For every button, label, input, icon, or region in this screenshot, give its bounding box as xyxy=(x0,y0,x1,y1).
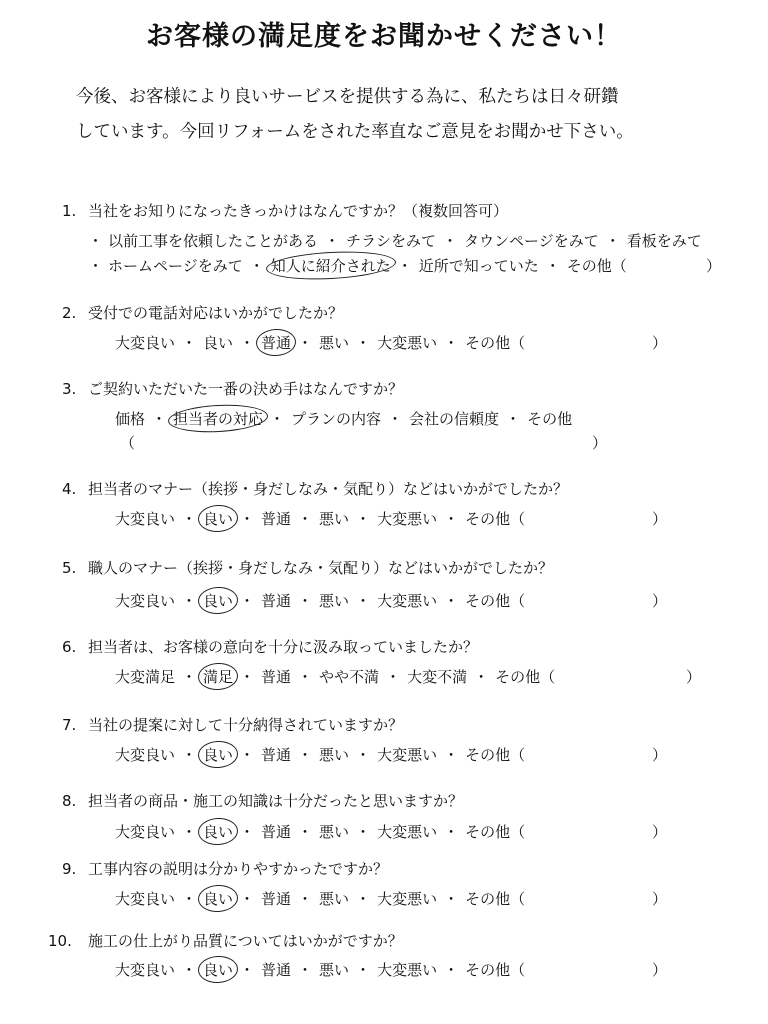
question-label: 当社をお知りになったきっかけはなんですか？（複数回答可） xyxy=(88,202,509,220)
question-text xyxy=(62,478,568,499)
answer-option-selected[interactable]: 良い xyxy=(203,890,234,908)
question-label: 担当者は、お客様の意向を十分に汲み取っていましたか？ xyxy=(88,638,479,656)
answer-option-selected[interactable]: 知人に紹介された xyxy=(270,257,391,275)
separator-dot: ・ xyxy=(355,961,371,979)
answer-option[interactable]: その他（ xyxy=(465,823,526,841)
separator-dot: ・ xyxy=(297,961,313,979)
answer-option[interactable]: その他（ xyxy=(465,890,526,908)
other-close-paren: ） xyxy=(652,823,668,841)
answer-option[interactable]: その他（ xyxy=(566,257,627,275)
separator-dot: ・ xyxy=(181,668,197,686)
answer-option[interactable]: その他（ xyxy=(495,668,556,686)
answer-option[interactable]: ホームページをみて xyxy=(108,257,243,275)
separator-dot: ・ xyxy=(443,961,459,979)
question-text xyxy=(62,302,343,323)
question-number: 2. xyxy=(62,304,77,322)
other-close-paren: ） xyxy=(652,510,668,528)
answer-option[interactable]: 大変悪い xyxy=(377,746,438,764)
answer-options xyxy=(115,821,525,842)
answer-option[interactable]: その他（ xyxy=(465,592,526,610)
separator-dot: ・ xyxy=(297,334,313,352)
answer-option-selected[interactable]: 満足 xyxy=(203,668,234,686)
answer-option[interactable]: やや不満 xyxy=(319,668,380,686)
answer-option-selected[interactable]: 良い xyxy=(203,510,234,528)
intro-line-1: 今後、お客様により良いサービスを提供する為に、私たちは日々研鑽 xyxy=(76,87,619,107)
answer-option[interactable]: 大変良い xyxy=(115,334,176,352)
answer-option[interactable]: その他（ xyxy=(465,334,526,352)
answer-option[interactable]: 普通 xyxy=(261,592,292,610)
page-title: お客様の満足度をお聞かせください！ xyxy=(146,21,622,52)
answer-options xyxy=(88,230,702,251)
answer-option[interactable]: 悪い xyxy=(319,961,350,979)
answer-option[interactable]: 普通 xyxy=(261,510,292,528)
answer-option[interactable]: その他 xyxy=(527,410,573,428)
answer-option[interactable]: 大変良い xyxy=(115,890,176,908)
separator-dot: ・ xyxy=(545,257,561,275)
answer-options xyxy=(115,666,555,687)
other-close-paren: ） xyxy=(652,334,668,352)
question-number: 9. xyxy=(62,860,77,878)
separator-dot: ・ xyxy=(151,410,167,428)
separator-dot: ・ xyxy=(443,510,459,528)
question-text xyxy=(62,557,553,578)
separator-dot: ・ xyxy=(385,668,401,686)
answer-option-selected[interactable]: 良い xyxy=(203,823,234,841)
separator-dot: ・ xyxy=(355,746,371,764)
answer-option[interactable]: 大変良い xyxy=(115,823,176,841)
answer-options xyxy=(115,332,525,353)
separator-dot: ・ xyxy=(88,232,104,250)
answer-option[interactable]: 悪い xyxy=(319,592,350,610)
separator-dot: ・ xyxy=(239,961,255,979)
question-text xyxy=(62,714,403,735)
separator-dot: ・ xyxy=(239,592,255,610)
separator-dot: ・ xyxy=(249,257,265,275)
separator-dot: ・ xyxy=(505,410,521,428)
separator-dot: ・ xyxy=(355,592,371,610)
answer-option[interactable]: 大変悪い xyxy=(377,592,438,610)
separator-dot: ・ xyxy=(239,746,255,764)
answer-option-selected[interactable]: 担当者の対応 xyxy=(173,410,264,428)
answer-options xyxy=(115,590,525,611)
separator-dot: ・ xyxy=(297,668,313,686)
answer-option-selected[interactable]: 良い xyxy=(203,746,234,764)
answer-option[interactable]: チラシをみて xyxy=(346,232,437,250)
answer-option[interactable]: 大変悪い xyxy=(377,510,438,528)
question-number: 5. xyxy=(62,559,77,577)
separator-dot: ・ xyxy=(181,746,197,764)
answer-option[interactable]: 看板をみて xyxy=(626,232,702,250)
other-close-paren: ） xyxy=(652,961,668,979)
separator-dot: ・ xyxy=(239,890,255,908)
question-number: 8. xyxy=(62,792,77,810)
separator-dot: ・ xyxy=(355,823,371,841)
question-text xyxy=(62,790,463,811)
answer-option[interactable]: （ xyxy=(120,434,136,452)
separator-dot: ・ xyxy=(181,510,197,528)
answer-option[interactable]: 大変悪い xyxy=(377,961,438,979)
answer-option[interactable]: 大変良い xyxy=(115,592,176,610)
answer-option[interactable]: 悪い xyxy=(319,334,350,352)
separator-dot: ・ xyxy=(239,823,255,841)
other-close-paren: ） xyxy=(686,668,702,686)
separator-dot: ・ xyxy=(297,746,313,764)
answer-option[interactable]: 悪い xyxy=(319,890,350,908)
answer-option[interactable]: 普通 xyxy=(261,961,292,979)
answer-option[interactable]: 価格 xyxy=(115,410,146,428)
question-number: 7. xyxy=(62,716,77,734)
separator-dot: ・ xyxy=(442,232,458,250)
separator-dot: ・ xyxy=(355,510,371,528)
question-number: 1. xyxy=(62,202,77,220)
answer-option[interactable]: 普通 xyxy=(261,746,292,764)
answer-option-selected[interactable]: 普通 xyxy=(261,334,292,352)
answer-option[interactable]: その他（ xyxy=(465,961,526,979)
separator-dot: ・ xyxy=(181,823,197,841)
separator-dot: ・ xyxy=(443,334,459,352)
question-number: 10. xyxy=(48,932,72,950)
answer-option[interactable]: 悪い xyxy=(319,510,350,528)
other-close-paren: ） xyxy=(652,890,668,908)
question-text xyxy=(62,200,508,221)
answer-option[interactable]: 会社の信頼度 xyxy=(409,410,500,428)
answer-option[interactable]: 大変悪い xyxy=(377,823,438,841)
answer-option[interactable]: プランの内容 xyxy=(291,410,382,428)
separator-dot: ・ xyxy=(605,232,621,250)
separator-dot: ・ xyxy=(297,510,313,528)
separator-dot: ・ xyxy=(297,592,313,610)
other-close-paren: ） xyxy=(652,592,668,610)
answer-option[interactable]: 普通 xyxy=(261,890,292,908)
separator-dot: ・ xyxy=(355,334,371,352)
answer-option[interactable]: 大変悪い xyxy=(377,890,438,908)
question-label: 当社の提案に対して十分納得されていますか？ xyxy=(88,716,404,734)
separator-dot: ・ xyxy=(88,257,104,275)
question-number: 6. xyxy=(62,638,77,656)
separator-dot: ・ xyxy=(297,890,313,908)
separator-dot: ・ xyxy=(269,410,285,428)
question-label: 工事内容の説明は分かりやすかったですか？ xyxy=(88,860,389,878)
question-text xyxy=(62,636,478,657)
answer-options xyxy=(120,432,135,453)
question-label: 担当者の商品・施工の知識は十分だったと思いますか？ xyxy=(88,792,464,810)
separator-dot: ・ xyxy=(181,890,197,908)
answer-option[interactable]: 普通 xyxy=(261,823,292,841)
answer-option[interactable]: 悪い xyxy=(319,746,350,764)
separator-dot: ・ xyxy=(239,334,255,352)
separator-dot: ・ xyxy=(443,592,459,610)
answer-option[interactable]: タウンページをみて xyxy=(464,232,599,250)
answer-option[interactable]: 大変不満 xyxy=(407,668,468,686)
separator-dot: ・ xyxy=(239,668,255,686)
answer-option[interactable]: その他（ xyxy=(465,510,526,528)
answer-options xyxy=(115,888,525,909)
separator-dot: ・ xyxy=(473,668,489,686)
answer-option[interactable]: 大変良い xyxy=(115,961,176,979)
other-close-paren: ） xyxy=(592,434,608,452)
answer-options xyxy=(115,744,525,765)
answer-option[interactable]: 悪い xyxy=(319,823,350,841)
question-number: 3. xyxy=(62,380,77,398)
question-label: 担当者のマナー（挨拶・身だしなみ・気配り）などはいかがでしたか？ xyxy=(88,480,569,498)
separator-dot: ・ xyxy=(297,823,313,841)
intro-line-2: しています。今回リフォームをされた率直なご意見をお聞かせ下さい。 xyxy=(76,122,634,142)
question-label: ご契約いただいた一番の決め手はなんですか？ xyxy=(88,380,404,398)
answer-options xyxy=(88,255,627,276)
other-close-paren: ） xyxy=(652,746,668,764)
answer-options xyxy=(115,959,525,980)
separator-dot: ・ xyxy=(443,746,459,764)
separator-dot: ・ xyxy=(324,232,340,250)
intro-text xyxy=(76,80,716,150)
question-label: 施工の仕上がり品質についてはいかがですか？ xyxy=(88,932,403,950)
separator-dot: ・ xyxy=(181,961,197,979)
answer-options xyxy=(115,408,572,429)
question-number: 4. xyxy=(62,480,77,498)
answer-option[interactable]: 大変良い xyxy=(115,510,176,528)
answer-option[interactable]: 良い xyxy=(203,334,234,352)
answer-option[interactable]: 近所で知っていた xyxy=(418,257,539,275)
separator-dot: ・ xyxy=(239,510,255,528)
answer-options xyxy=(115,508,525,529)
question-text xyxy=(62,858,388,879)
answer-option[interactable]: 大変悪い xyxy=(377,334,438,352)
separator-dot: ・ xyxy=(387,410,403,428)
answer-option-selected[interactable]: 良い xyxy=(203,592,234,610)
separator-dot: ・ xyxy=(443,890,459,908)
separator-dot: ・ xyxy=(355,890,371,908)
question-label: 受付での電話対応はいかがでしたか？ xyxy=(88,304,344,322)
answer-option[interactable]: 普通 xyxy=(261,668,292,686)
question-text xyxy=(62,378,403,399)
other-close-paren: ） xyxy=(706,257,722,275)
answer-option-selected[interactable]: 良い xyxy=(203,961,234,979)
answer-option[interactable]: 大変満足 xyxy=(115,668,176,686)
answer-option[interactable]: 大変良い xyxy=(115,746,176,764)
answer-option[interactable]: その他（ xyxy=(465,746,526,764)
question-text xyxy=(48,930,403,951)
question-label: 職人のマナー（挨拶・身だしなみ・気配り）などはいかがでしたか？ xyxy=(88,559,554,577)
separator-dot: ・ xyxy=(181,334,197,352)
separator-dot: ・ xyxy=(181,592,197,610)
separator-dot: ・ xyxy=(397,257,413,275)
separator-dot: ・ xyxy=(443,823,459,841)
answer-option[interactable]: 以前工事を依頼したことがある xyxy=(108,232,319,250)
